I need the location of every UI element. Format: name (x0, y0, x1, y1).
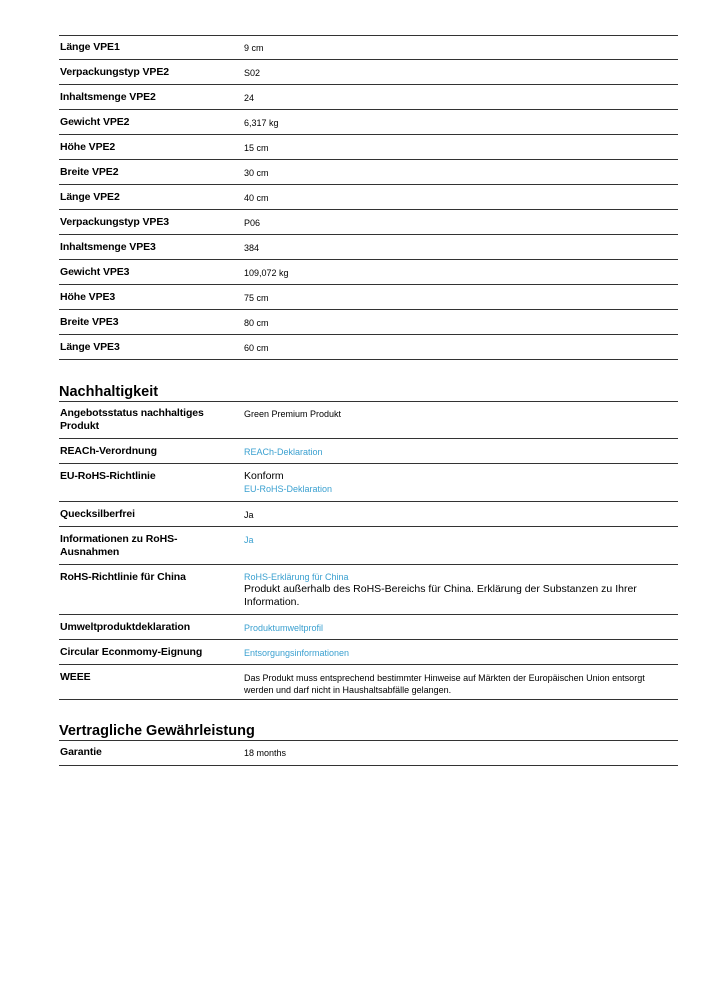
row-value: 40 cm (244, 193, 269, 203)
row-value: 60 cm (244, 343, 269, 353)
row-label: Länge VPE3 (60, 341, 120, 353)
row-value (244, 534, 674, 546)
table-row (59, 185, 678, 210)
row-value: 384 (244, 243, 260, 253)
row-label: Circular Econmomy-Eignung (60, 646, 203, 658)
table-row (59, 527, 678, 565)
table-row (59, 110, 678, 135)
row-value (244, 470, 674, 495)
table-row (59, 665, 678, 700)
row-value: 15 cm (244, 143, 269, 153)
row-label: REACh-Verordnung (60, 445, 157, 457)
table-row (59, 640, 678, 665)
row-value (244, 622, 674, 634)
table-row (59, 210, 678, 235)
table-row (59, 60, 678, 85)
row-label: Umweltproduktdeklaration (60, 621, 191, 633)
row-label: EU-RoHS-Richtlinie (60, 470, 156, 482)
row-label: Quecksilberfrei (60, 508, 135, 520)
row-label: Breite VPE2 (60, 166, 119, 178)
row-value: 9 cm (244, 43, 264, 53)
eu-rohs-declaration-link[interactable]: EU-RoHS-Deklaration (244, 484, 333, 494)
row-label: Gewicht VPE2 (60, 116, 130, 128)
row-value: 6,317 kg (244, 118, 279, 128)
row-label: Gewicht VPE3 (60, 266, 130, 278)
reach-declaration-link[interactable]: REACh-Deklaration (244, 447, 323, 457)
rohs-exemptions-link[interactable]: Ja (244, 535, 254, 545)
warranty-heading: Vertragliche Gewährleistung (59, 723, 255, 739)
row-value: 75 cm (244, 293, 269, 303)
table-row (59, 160, 678, 185)
table-row (59, 235, 678, 260)
table-row (59, 135, 678, 160)
row-value: Ja (244, 510, 254, 520)
row-value: 24 (244, 93, 255, 103)
row-label: Höhe VPE2 (60, 141, 116, 153)
row-label: Verpackungstyp VPE2 (60, 66, 169, 78)
china-rohs-declaration-link[interactable]: RoHS-Erklärung für China (244, 572, 349, 582)
row-value: Das Produkt muss entsprechend bestimmter Hinweise auf Märkten der Europäischen Union entsorgt werden und darf nicht in Haushaltsabfälle gelangen. (244, 673, 645, 695)
row-label: WEEE (60, 671, 91, 683)
row-label: RoHS-Richtlinie für China (60, 571, 186, 583)
table-row (59, 260, 678, 285)
warranty-table (59, 740, 678, 766)
row-value: 18 months (244, 748, 287, 758)
row-value (244, 571, 674, 609)
table-row (59, 565, 678, 615)
table-row (59, 35, 678, 60)
row-label: Verpackungstyp VPE3 (60, 216, 169, 228)
table-row (59, 401, 678, 439)
table-row (59, 740, 678, 766)
row-label: Länge VPE2 (60, 191, 120, 203)
row-value: 80 cm (244, 318, 269, 328)
table-row (59, 335, 678, 360)
vpe-table (59, 35, 678, 360)
row-value (244, 647, 674, 659)
row-value: S02 (244, 68, 261, 78)
table-row (59, 615, 678, 640)
row-label: Höhe VPE3 (60, 291, 116, 303)
row-label: Inhaltsmenge VPE3 (60, 241, 156, 253)
row-label: Garantie (60, 746, 102, 758)
row-value: 30 cm (244, 168, 269, 178)
disposal-information-link[interactable]: Entsorgungsinformationen (244, 648, 350, 658)
table-row (59, 502, 678, 527)
row-label: Informationen zu RoHS-Ausnahmen (60, 533, 178, 558)
row-value: P06 (244, 218, 261, 228)
row-value (244, 446, 674, 458)
eu-rohs-status: Konform (244, 470, 284, 482)
table-row (59, 464, 678, 502)
table-row (59, 439, 678, 464)
table-row (59, 310, 678, 335)
row-label: Inhaltsmenge VPE2 (60, 91, 156, 103)
row-value: 109,072 kg (244, 268, 289, 278)
product-environmental-profile-link[interactable]: Produktumweltprofil (244, 623, 324, 633)
sustainability-heading: Nachhaltigkeit (59, 384, 159, 400)
sustainability-table (59, 401, 678, 700)
china-rohs-text: Produkt außerhalb des RoHS-Bereichs für China. Erklärung der Substanzen zu Ihrer Information. (244, 583, 637, 608)
row-label: Angebotsstatus nachhaltiges Produkt (60, 407, 204, 432)
row-label: Breite VPE3 (60, 316, 119, 328)
table-row (59, 285, 678, 310)
table-row (59, 85, 678, 110)
row-value: Green Premium Produkt (244, 409, 342, 419)
row-label: Länge VPE1 (60, 41, 120, 53)
